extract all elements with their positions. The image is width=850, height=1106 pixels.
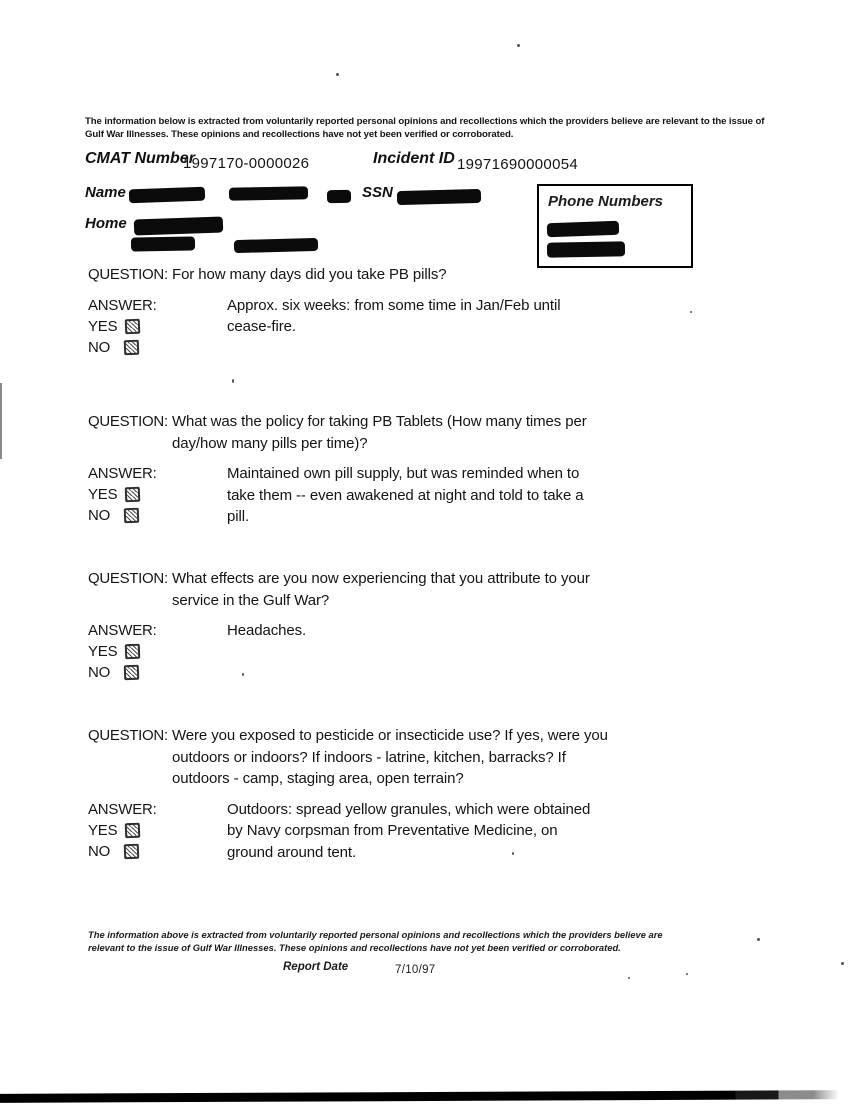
no-label: NO — [88, 842, 111, 860]
yes-checkbox[interactable] — [125, 487, 141, 503]
answer-area — [88, 799, 618, 864]
question-label: QUESTION: — [88, 266, 168, 283]
qa-block-4 — [88, 727, 618, 863]
scan-speck — [841, 962, 844, 965]
redaction-bar — [397, 189, 481, 205]
scan-speck — [628, 977, 630, 979]
answer-text: Outdoors: spread yellow granules, which were obtained by Navy corpsman from Preventative Medicine, on ground around tent. — [227, 800, 591, 861]
redaction-bar — [131, 236, 195, 251]
scan-speck — [242, 673, 244, 676]
yes-label: YES — [88, 821, 118, 839]
answer-text: Headaches. — [227, 622, 307, 639]
answer-label: ANSWER: — [88, 800, 157, 818]
redaction-bar — [129, 187, 205, 204]
name-label: Name — [85, 184, 126, 201]
home-label: Home — [85, 215, 127, 232]
question-label: QUESTION: — [88, 570, 168, 587]
answer-area — [88, 295, 618, 358]
qa-block-3 — [88, 570, 618, 683]
qa-block-2 — [88, 413, 618, 528]
scan-speck — [512, 852, 514, 855]
header-disclaimer: The information below is extracted from voluntarily reported personal opinions and recollections which the providers believe are relevant to the issue of Gulf War Illnesses. These opinions and recollections have not yet been verified or corroborated. — [85, 116, 765, 140]
question-label: QUESTION: — [88, 413, 168, 430]
question-label: QUESTION: — [88, 727, 168, 744]
no-label: NO — [88, 507, 111, 524]
phone-numbers-box — [537, 184, 693, 268]
scan-speck — [690, 311, 692, 313]
yes-checkbox[interactable] — [125, 822, 141, 838]
report-date-label: Report Date — [283, 961, 349, 973]
qa-block-1 — [88, 266, 618, 358]
yes-checkbox[interactable] — [125, 644, 141, 660]
cmat-number-label: CMAT Number — [85, 150, 195, 167]
scan-speck — [232, 379, 234, 383]
question-text: Were you exposed to pesticide or insecticide use? If yes, were you outdoors or indoors? If indoors - latrine, kitchen, barracks? If outdoors - camp, staging area, open terrain? — [172, 727, 608, 787]
incident-id-value: 19971690000054 — [457, 156, 578, 173]
cmat-number-value: 1997170-0000026 — [183, 155, 310, 172]
yes-checkbox[interactable] — [125, 318, 141, 334]
yes-label: YES — [88, 486, 118, 503]
answer-left-column — [88, 295, 227, 358]
question-row — [88, 570, 618, 611]
answer-text: Maintained own pill supply, but was reminded when to take them -- even awakened at night and told to take a pill. — [227, 465, 584, 525]
redaction-bar — [134, 216, 224, 235]
phone-numbers-title: Phone Numbers — [548, 193, 664, 210]
answer-left-column — [88, 799, 227, 864]
question-text: For how many days did you take PB pills? — [172, 266, 447, 283]
question-text: What effects are you now experiencing that you attribute to your service in the Gulf War? — [172, 570, 590, 609]
yes-label: YES — [88, 643, 118, 660]
answer-label: ANSWER: — [88, 622, 157, 639]
no-checkbox[interactable] — [124, 508, 140, 524]
answer-label: ANSWER: — [88, 465, 157, 482]
scan-speck — [336, 73, 339, 76]
report-date-value: 7/10/97 — [395, 964, 436, 976]
answer-area — [88, 463, 618, 528]
no-checkbox[interactable] — [124, 339, 140, 355]
no-checkbox[interactable] — [124, 843, 140, 859]
scan-artifact-edge-line — [0, 383, 2, 459]
scan-artifact-bottom-bar — [0, 1090, 850, 1103]
question-text: What was the policy for taking PB Tablets (How many times per day/how many pills per time)? — [172, 413, 587, 452]
question-row — [88, 727, 618, 790]
yes-label: YES — [88, 317, 118, 335]
scan-speck — [757, 938, 760, 941]
footer-disclaimer: The information above is extracted from voluntarily reported personal opinions and recollections which the providers believe are relevant to the issue of Gulf War Illnesses. These opinions and recollections have not yet been verified or corroborated. — [88, 929, 663, 953]
question-row — [88, 266, 618, 286]
answer-label: ANSWER: — [88, 296, 157, 314]
answer-left-column — [88, 620, 227, 683]
no-checkbox[interactable] — [124, 665, 140, 681]
redaction-bar — [327, 190, 351, 203]
redaction-bar — [547, 241, 625, 257]
scan-speck — [517, 44, 520, 47]
question-row — [88, 413, 618, 454]
answer-area — [88, 620, 618, 683]
ssn-label: SSN — [362, 184, 393, 201]
incident-id-label: Incident ID — [373, 150, 455, 167]
answer-text: Approx. six weeks: from some time in Jan/Feb until cease-fire. — [227, 296, 561, 335]
redaction-bar — [229, 186, 308, 200]
scan-speck — [686, 973, 688, 975]
no-label: NO — [88, 338, 111, 356]
no-label: NO — [88, 664, 111, 681]
redaction-bar — [234, 238, 318, 253]
answer-left-column — [88, 463, 227, 528]
redaction-bar — [547, 221, 619, 238]
